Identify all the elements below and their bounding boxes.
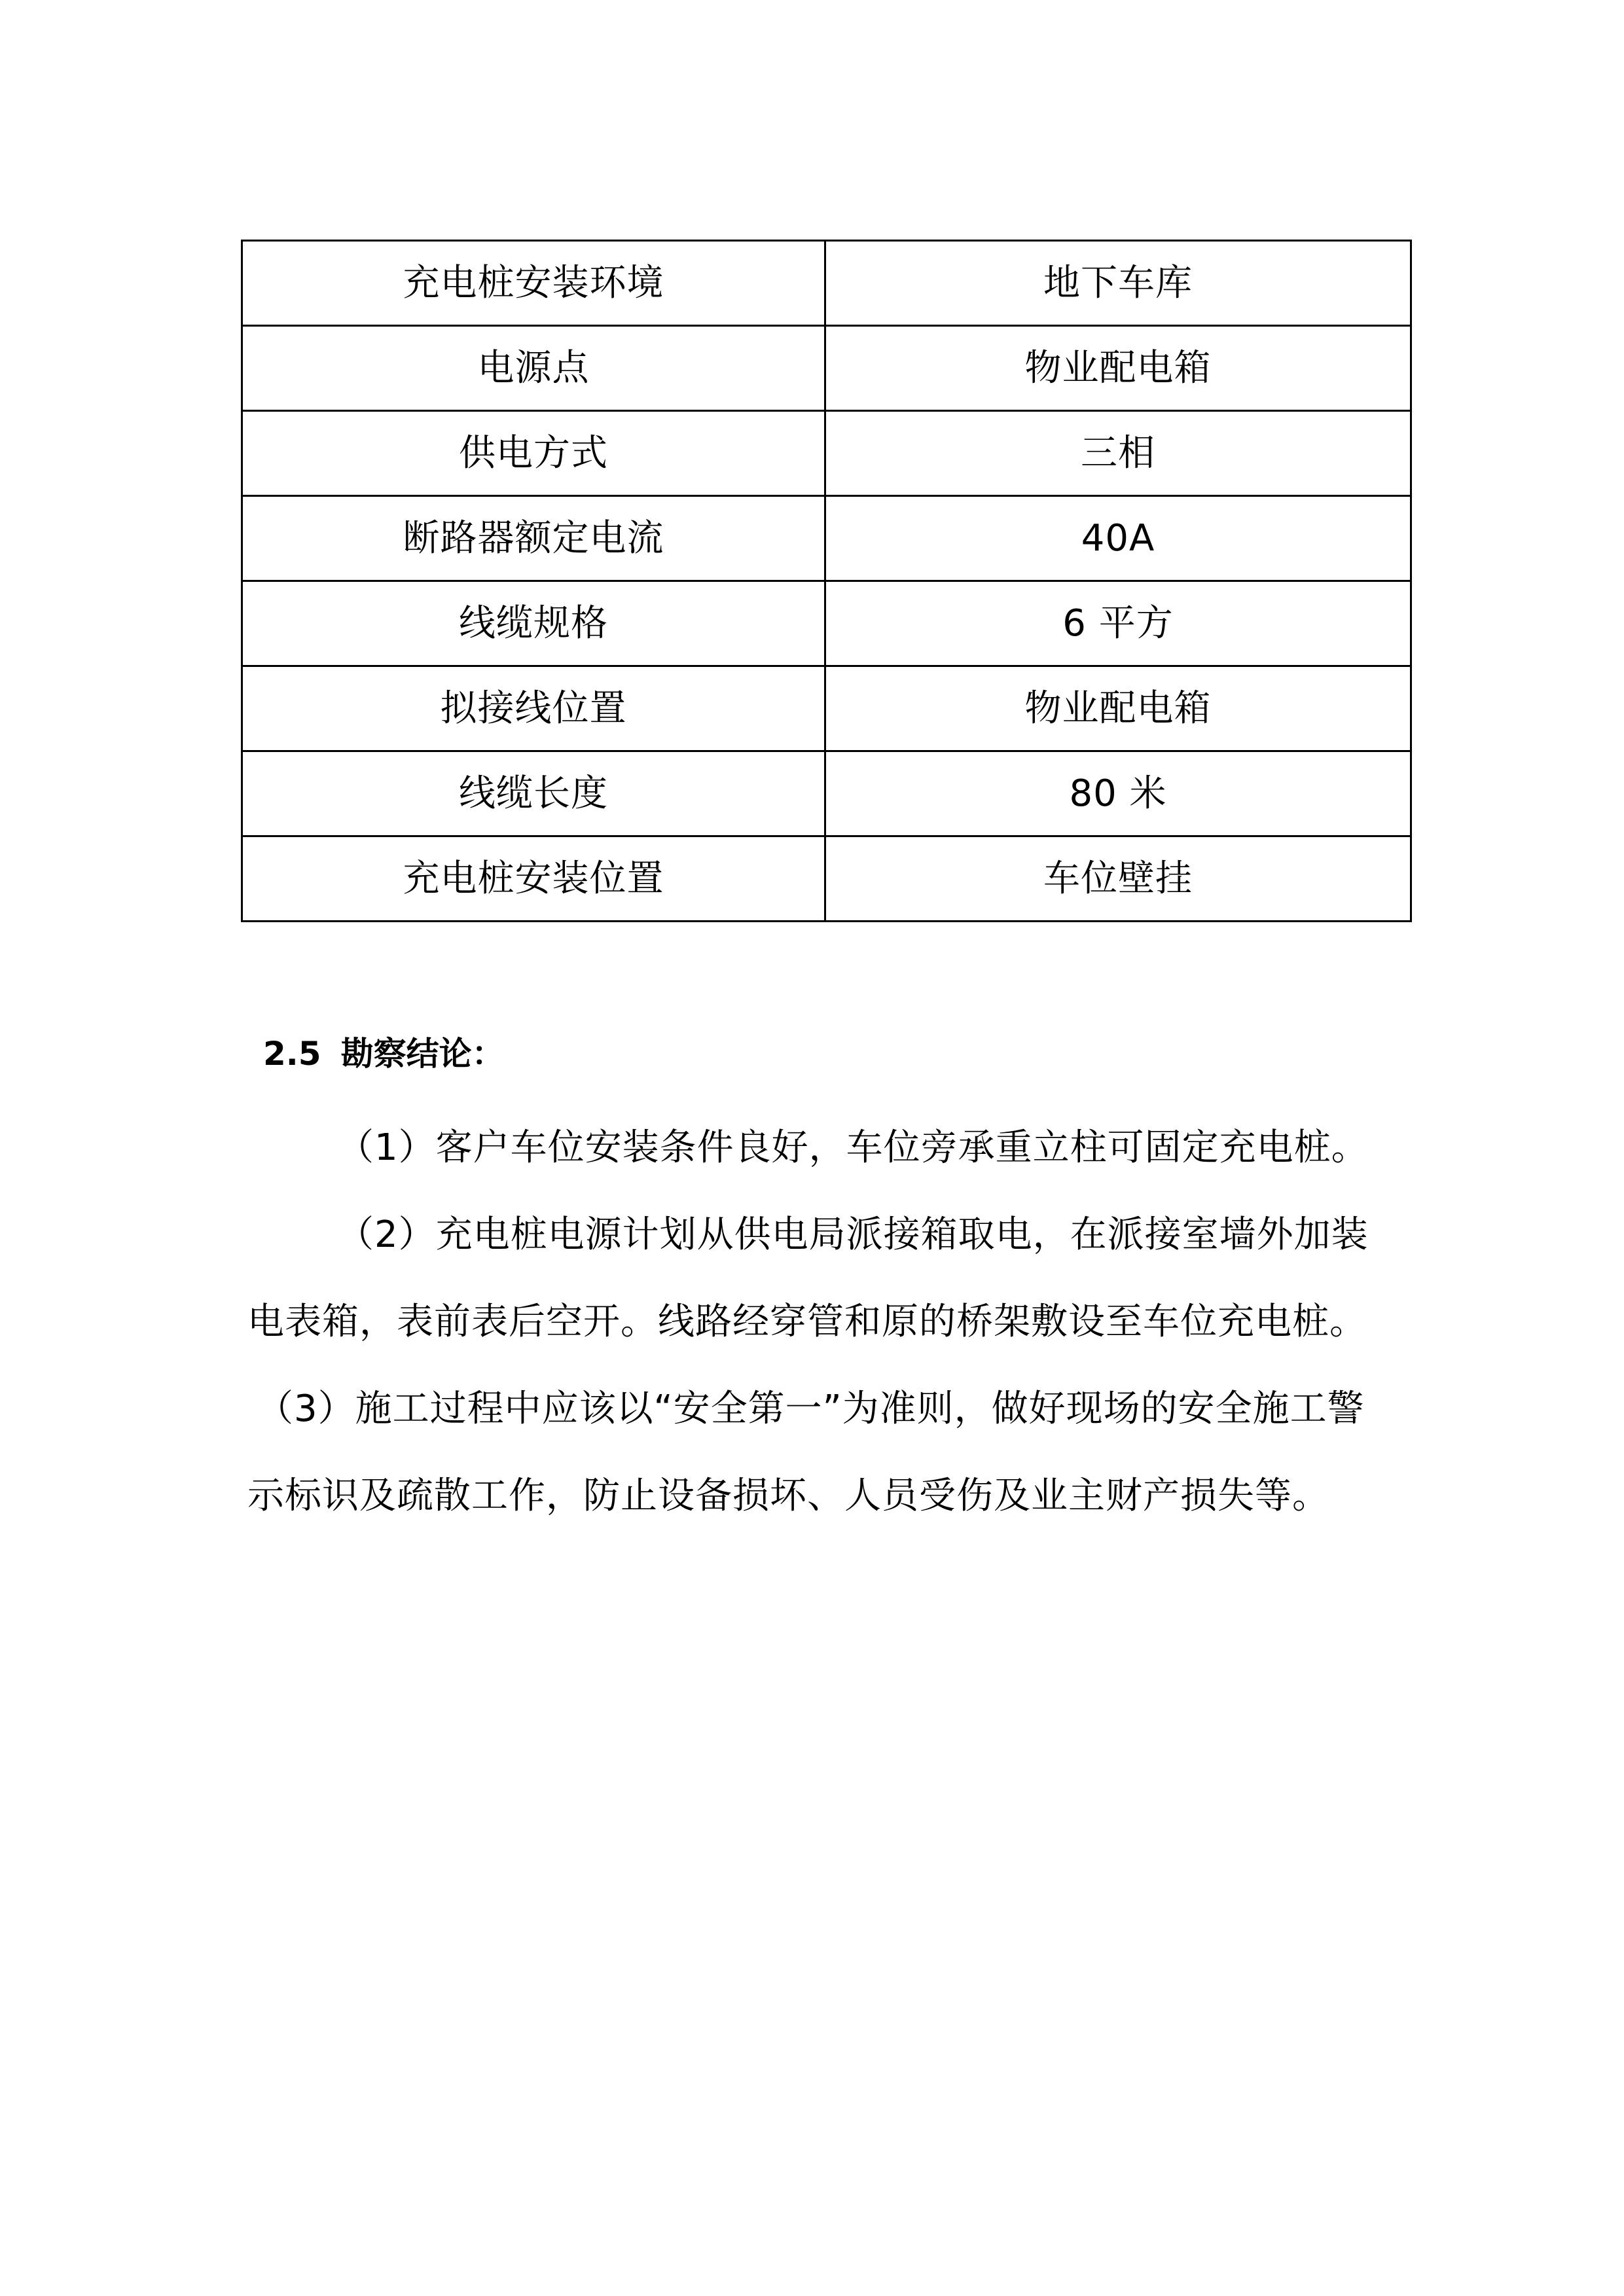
paragraph-3-line-1: （3）施工过程中应该以“安全第一”为准则，做好现场的安全施工警 <box>257 1388 1365 1430</box>
table-row <box>242 496 1411 581</box>
table-row <box>242 751 1411 836</box>
paragraph-3-line-2: 示标识及疏散工作，防止设备损坏、人员受伤及业主财产损失等。 <box>247 1475 1329 1517</box>
table-cell-value: 6 平方 <box>825 581 1411 666</box>
table-cell-value: 车位壁挂 <box>825 836 1411 922</box>
table-row <box>242 326 1411 411</box>
table-cell-label: 线缆规格 <box>242 581 825 666</box>
table-cell-label: 线缆长度 <box>242 751 825 836</box>
paragraph-2-line-2: 电表箱，表前表后空开。线路经穿管和原的桥架敷设至车位充电桩。 <box>247 1300 1367 1343</box>
table-cell-value: 物业配电箱 <box>825 326 1411 411</box>
table-cell-value: 40A <box>825 496 1411 581</box>
table-row <box>242 581 1411 666</box>
section-title: 勘察结论： <box>340 1035 505 1073</box>
table-cell-label: 充电桩安装位置 <box>242 836 825 922</box>
section-heading <box>263 1035 505 1073</box>
table-row <box>242 411 1411 496</box>
table-cell-label: 供电方式 <box>242 411 825 496</box>
section-number: 2.5 <box>263 1035 321 1073</box>
table-cell-value: 三相 <box>825 411 1411 496</box>
installation-info-table <box>241 240 1412 922</box>
paragraph-2-line-1: （2）充电桩电源计划从供电局派接箱取电，在派接室墙外加装 <box>337 1213 1369 1256</box>
paragraph-1: （1）客户车位安装条件良好，车位旁承重立柱可固定充电桩。 <box>337 1126 1369 1169</box>
table-cell-label: 电源点 <box>242 326 825 411</box>
table-cell-value: 物业配电箱 <box>825 666 1411 751</box>
table-cell-label: 充电桩安装环境 <box>242 241 825 326</box>
table-cell-value: 地下车库 <box>825 241 1411 326</box>
table-cell-value: 80 米 <box>825 751 1411 836</box>
table-cell-label: 拟接线位置 <box>242 666 825 751</box>
table-row <box>242 836 1411 922</box>
table-row <box>242 241 1411 326</box>
table-row <box>242 666 1411 751</box>
table-cell-label: 断路器额定电流 <box>242 496 825 581</box>
